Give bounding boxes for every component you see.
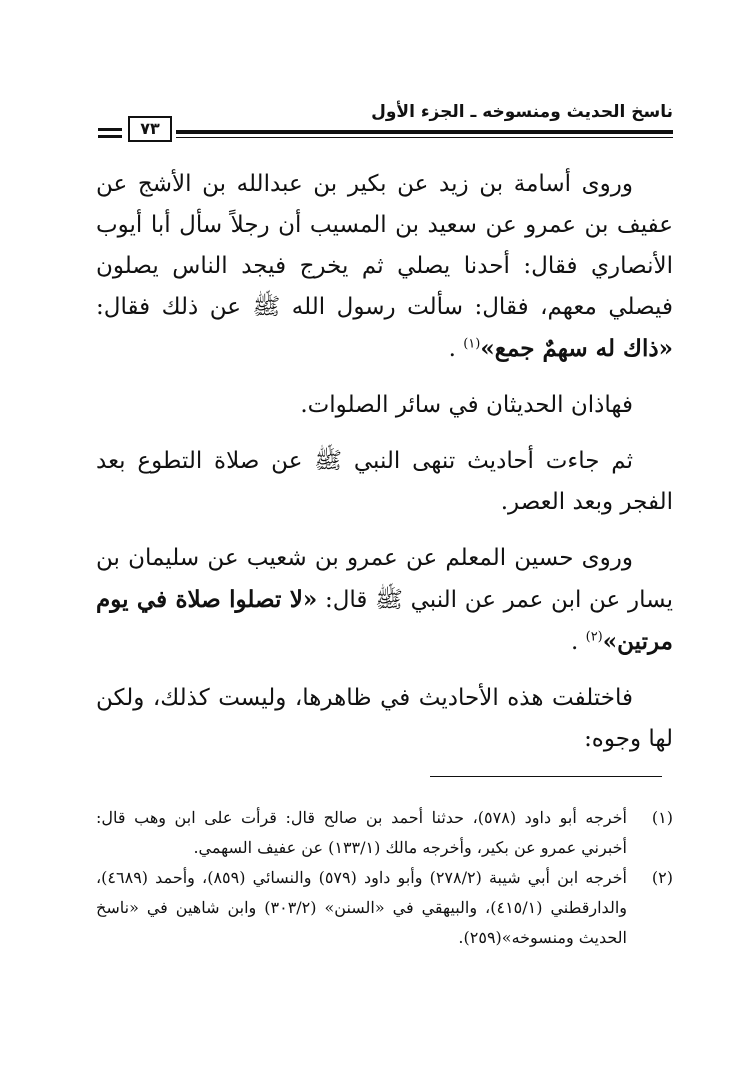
page-number-rule-top <box>98 128 122 131</box>
running-title: ناسخ الحديث ومنسوخه ـ الجزء الأول <box>371 102 673 122</box>
main-text <box>96 164 673 775</box>
paragraph-text: فهاذان الحديثان في سائر الصلوات. <box>300 392 633 418</box>
page-number: ٧٣ <box>128 116 172 142</box>
paragraph <box>96 678 673 760</box>
footnote-ref: (١) <box>463 336 481 352</box>
footnote-text: أخرجه أبو داود (٥٧٨)، حدثنا أحمد بن صالح قال: قرأت على ابن وهب قال: أخبرني عمرو عن بكير، وأخرجه مالك (١٣٣/١) عن عفيف السهمي. <box>96 808 628 857</box>
page-number-rule-bottom <box>98 135 122 138</box>
footnotes <box>96 803 673 953</box>
footnote <box>96 863 673 953</box>
footnote-number: (١) <box>651 808 673 827</box>
paragraph <box>96 441 673 523</box>
paragraph-end: . <box>570 629 579 655</box>
header-rule-thin <box>176 137 673 138</box>
footnote-ref: (٢) <box>585 629 603 645</box>
paragraph <box>96 164 673 370</box>
paragraph-text: فاختلفت هذه الأحاديث في ظاهرها، وليست كذلك، ولكن لها وجوه: <box>96 685 673 752</box>
paragraph-end: . <box>448 336 456 362</box>
footnote-separator <box>430 776 662 777</box>
footnote-text: أخرجه ابن أبي شيبة (٢٧٨/٢) وأبو داود (٥٧٩) والنسائي (٨٥٩)، وأحمد (٤٦٨٩)، والدارقطني (٤١٥/١)، والبيهقي في «السنن» (٣٠٣/٢) وابن شاهين في «ناسخ الحديث ومنسوخه»(٢٥٩). <box>96 868 628 947</box>
paragraph <box>96 538 673 663</box>
hadith-quote: «لا تصلوا صلاة في يوم مرتين» <box>96 586 673 655</box>
paragraph-text: وروى أسامة بن زيد عن بكير بن عبدالله بن الأشج عن عفيف بن عمرو عن سعيد بن المسيب أن رجلاً سأل أبا أيوب الأنصاري فقال: أحدنا يصلي ثم يخرج فيجد الناس يصلون فيصلي معهم، فقال: سألت رسول الله ﷺ عن ذلك فقال: <box>96 171 673 320</box>
paragraph-text: وروى حسين المعلم عن عمرو بن شعيب عن سليمان بن يسار عن ابن عمر عن النبي ﷺ قال: <box>96 545 674 613</box>
paragraph <box>96 385 673 426</box>
page-header <box>98 98 673 142</box>
footnote-number: (٢) <box>651 868 673 887</box>
hadith-quote: «ذاك له سهمٌ جمع» <box>480 335 673 362</box>
footnote <box>96 803 673 863</box>
header-rule <box>176 130 673 134</box>
paragraph-text: ثم جاءت أحاديث تنهى النبي ﷺ عن صلاة التطوع بعد الفجر وبعد العصر. <box>96 448 673 515</box>
